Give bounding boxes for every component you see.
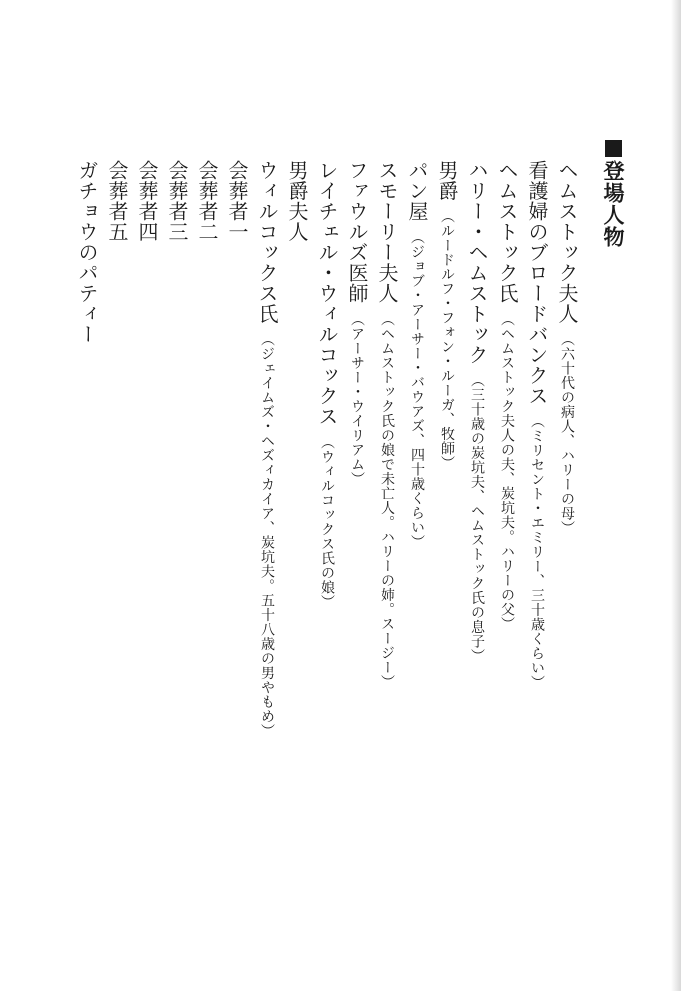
- cast-entry: [552, 160, 582, 960]
- cast-name: パン屋: [405, 160, 429, 222]
- heading-square-icon: [605, 140, 622, 157]
- cast-description: （ウィルコックス氏の娘）: [319, 434, 335, 609]
- cast-list: [72, 160, 582, 960]
- cast-name: ヘムストック氏: [495, 160, 519, 304]
- cast-name: ウィルコックス氏: [255, 160, 279, 324]
- cast-description: （ミリセント・エミリー、三十歳くらい）: [529, 414, 545, 690]
- cast-name: 会葬者一: [225, 160, 249, 242]
- cast-name: 看護婦のブロードバンクス: [525, 160, 549, 406]
- cast-entry: [222, 160, 252, 960]
- cast-description: （ルードルフ・フォン・ルーガ、牧師）: [439, 209, 455, 470]
- cast-name: 会葬者三: [165, 160, 189, 242]
- cast-entry: [282, 160, 312, 960]
- cast-entry: [462, 160, 492, 960]
- cast-description: （六十代の病人、ハリーの母）: [559, 332, 575, 535]
- cast-description: （ヘムストック氏の娘で未亡人。ハリーの姉。スージー）: [379, 311, 395, 689]
- cast-name: ガチョウのパティー: [75, 160, 99, 345]
- cast-name: 会葬者四: [135, 160, 159, 242]
- cast-entry: [252, 160, 282, 960]
- cast-entry: [492, 160, 522, 960]
- cast-name: ファウルズ医師: [345, 160, 369, 304]
- cast-entry: [432, 160, 462, 960]
- cast-name: ハリー・ヘムストック: [465, 160, 489, 365]
- cast-name: 会葬者五: [105, 160, 129, 242]
- cast-entry: [342, 160, 372, 960]
- cast-entry: [132, 160, 162, 960]
- cast-entry: [192, 160, 222, 960]
- cast-description: （ジョブ・アーサー・バウアズ、四十歳くらい）: [409, 229, 425, 549]
- cast-description: （ジェイムズ・ヘズィカイア、炭坑夫。五十八歳の男やもめ）: [259, 332, 275, 738]
- cast-name: スモーリー夫人: [375, 160, 399, 304]
- page-edge-shadow: [671, 0, 681, 991]
- cast-entry: [372, 160, 402, 960]
- cast-entry: [522, 160, 552, 960]
- cast-entry: [72, 160, 102, 960]
- cast-description: （三十歳の炭坑夫、ヘムストック氏の息子）: [469, 373, 485, 663]
- cast-entry: [102, 160, 132, 960]
- heading-text: 登場人物: [601, 160, 625, 248]
- cast-description: （ヘムストック夫人の夫、炭坑夫。ハリーの父）: [499, 311, 515, 631]
- cast-name: レイチェル・ウィルコックス: [315, 160, 339, 427]
- cast-heading: [602, 140, 624, 248]
- cast-name: 会葬者二: [195, 160, 219, 242]
- cast-entry: [162, 160, 192, 960]
- cast-name: 男爵: [435, 160, 459, 201]
- cast-entry: [402, 160, 432, 960]
- cast-name: ヘムストック夫人: [555, 160, 579, 324]
- cast-description: （アーサー・ウイリアム）: [349, 311, 365, 486]
- cast-name: 男爵夫人: [285, 160, 309, 242]
- cast-entry: [312, 160, 342, 960]
